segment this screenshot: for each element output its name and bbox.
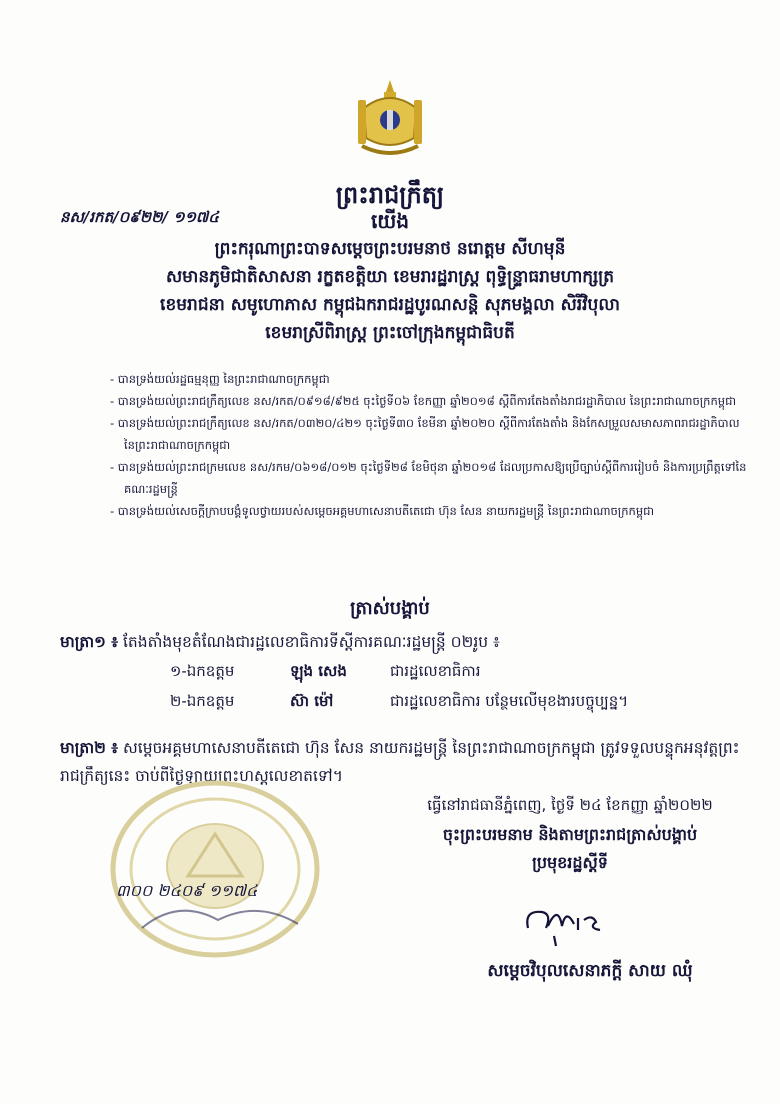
article-2-label: មាត្រា២ ៖ xyxy=(60,739,119,757)
regnal-title-line-3: ខេមរាជនា សមូហោភាស កម្ពុជឯករាជរដ្ឋបូរណសន្តិ សុភមង្គលា សិរីវិបុលា xyxy=(160,295,620,315)
appointee-number: ១-ឯកឧត្តម xyxy=(170,662,235,680)
regnal-title-line-4: ខេមរាស្រីពិរាស្ត្រ ព្រះចៅក្រុងកម្ពុជាធិបតី xyxy=(265,323,515,343)
appointee-role: ជារដ្ឋលេខាធិការ xyxy=(390,662,481,680)
basis-item: - បានទ្រង់យល់ព្រះរាជក្រមលេខ នស/រកម/០៦១៨/០១២ ចុះថ្ងៃទី២៨ ខែមិថុនា ឆ្នាំ២០១៨ ដែលប្រកាសឱ្យប្រើច្បាប់ស្តីពីការរៀបចំ និងការប្រព្រឹត្តទៅនៃគណៈរដ្ឋមន្ត្រី xyxy=(110,460,747,496)
article-1-label: មាត្រា១ ៖ xyxy=(60,633,119,651)
article-1 xyxy=(60,632,750,655)
date-line: ធ្វើនៅរាជធានីភ្នំពេញ, ថ្ងៃទី ២៤ ខែកញ្ញា ឆ្នាំ២០២២ xyxy=(427,796,713,814)
appointee-role: ជារដ្ឋលេខាធិការ បន្ថែមលើមុខងារបច្ចុប្បន្ន។ xyxy=(390,692,629,710)
reference-number: នស/រកត/០៩២២/ ១១៧៤ xyxy=(60,208,219,226)
basis-item: - បានទ្រង់យល់ព្រះរាជក្រឹត្យលេខ នស/រកត/០៩១៨/៩២៥ ចុះថ្ងៃទី០៦ ខែកញ្ញា ឆ្នាំ២០១៨ ស្តីពីការតែងតាំងរាជរដ្ឋាភិបាល នៃព្រះរាជាណាចក្រកម្ពុជា xyxy=(110,394,737,408)
regnal-title-line-1: ព្រះករុណាព្រះបាទសម្តេចព្រះបរមនាថ នរោត្តម សីហមុនី xyxy=(214,239,566,259)
article-1-text: តែងតាំងមុខតំណែងជារដ្ឋលេខាធិការទីស្តីការគណៈរដ្ឋមន្ត្រី ០២រូប ៖ xyxy=(123,633,500,651)
we-heading: យើង xyxy=(370,209,410,233)
basis-item: - បានទ្រង់យល់ព្រះរាជក្រឹត្យលេខ នស/រកត/០៣២០/៤២១ ចុះថ្ងៃទី៣០ ខែមីនា ឆ្នាំ២០២០ ស្តីពីការតែងតាំង និងកែសម្រួលសមាសភាពរាជរដ្ឋាភិបាល នៃព្រះរាជាណាចក្រកម្ពុជា xyxy=(110,416,740,452)
handwritten-signature-icon xyxy=(518,898,618,948)
royal-emblem-icon xyxy=(354,78,426,160)
document-title: ព្រះរាជក្រឹត្យ xyxy=(335,181,445,209)
appointee-name: ស៊ា ម៉ៅ xyxy=(290,692,334,710)
authority-line: ចុះព្រះបរមនាម និងតាមព្រះរាជត្រាស់បង្គាប់ xyxy=(442,825,698,844)
signer-name: សម្តេចវិបុលសេនាភក្តី សាយ ឈុំ xyxy=(487,961,693,981)
decree-section-title: ត្រាស់បង្គាប់ xyxy=(350,598,430,619)
regnal-title-line-2: សមានភូមិជាតិសាសនា រក្ខតខត្តិយា ខេមរារដ្ឋរាស្ត្រ ពុទ្ធិន្ទ្រាធរាមហាក្សត្រ xyxy=(165,267,615,287)
royal-seal-stamp-icon xyxy=(108,778,322,960)
seal-handwriting: ៣០០ ២៤០៩ ១១៧៤ xyxy=(116,881,258,900)
appointee-name: ឡុង សេង xyxy=(290,662,347,680)
appointee-row-2 xyxy=(170,692,750,716)
appointee-row-1 xyxy=(170,662,750,686)
appointee-number: ២-ឯកឧត្តម xyxy=(170,692,235,710)
basis-item: - បានទ្រង់យល់សេចក្តីក្រាបបង្គំទូលថ្វាយរបស់សម្តេចអគ្គមហាសេនាបតីតេជោ ហ៊ុន សែន នាយករដ្ឋមន្ត្រី នៃព្រះរាជាណាចក្រកម្ពុជា xyxy=(110,504,655,518)
acting-head-of-state: ប្រមុខរដ្ឋស្តីទី xyxy=(532,853,608,872)
basis-item: - បានទ្រង់យល់រដ្ឋធម្មនុញ្ញ នៃព្រះរាជាណាចក្រកម្ពុជា xyxy=(110,372,330,386)
legal-basis-list xyxy=(110,368,750,522)
article-2-text: សម្តេចអគ្គមហាសេនាបតីតេជោ ហ៊ុន សែន នាយករដ្ឋមន្ត្រី នៃព្រះរាជាណាចក្រកម្ពុជា ត្រូវទទួលបន្ទុកអនុវត្តព្រះរាជក្រឹត្យនេះ ចាប់ពីថ្ងៃឡាយព្រះហស្តលេខាតទៅ។ xyxy=(60,739,740,785)
